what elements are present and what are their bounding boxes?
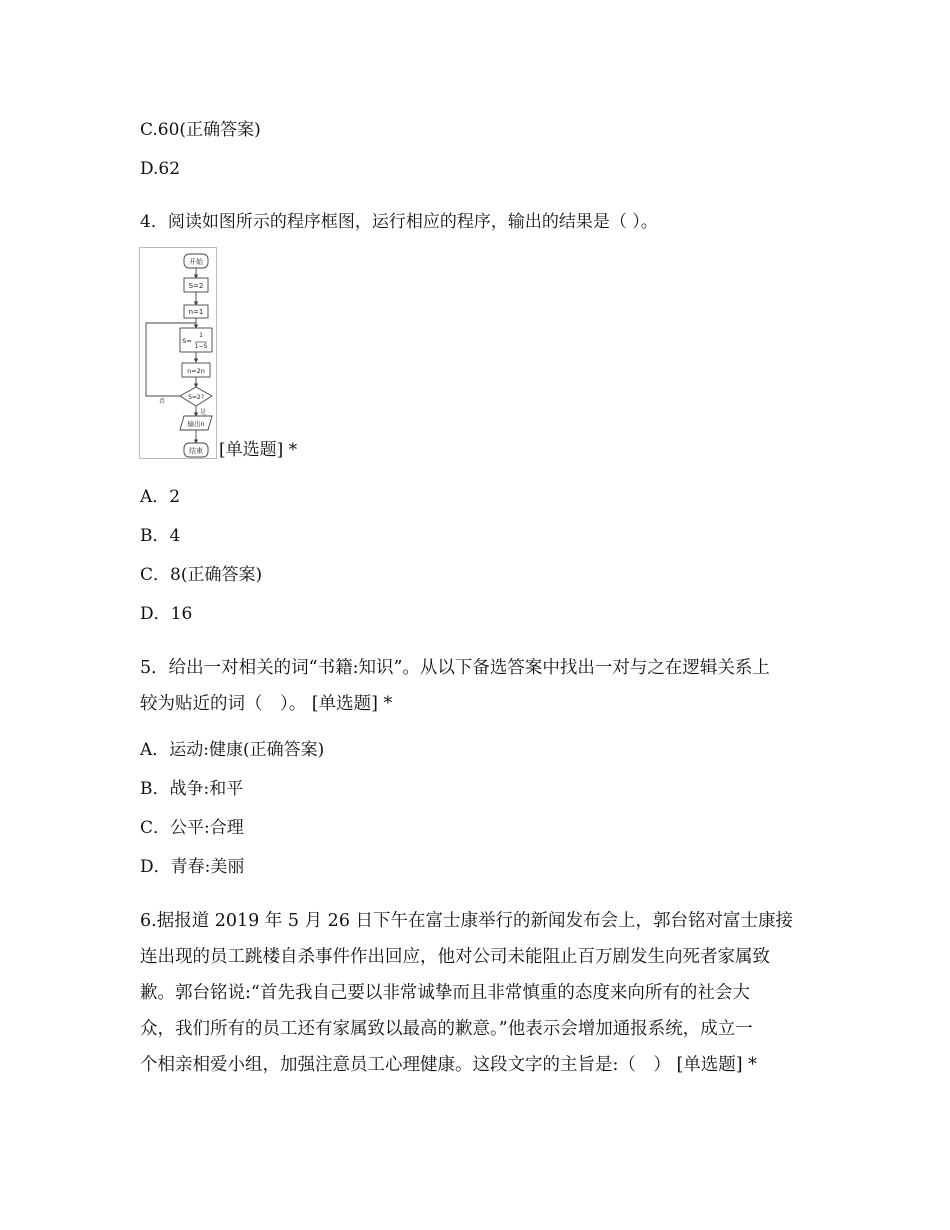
flow-s-update-num: 1	[199, 332, 203, 339]
q3-option-d: D.62	[140, 159, 181, 179]
flow-s-init-label: S=2	[188, 282, 204, 290]
flow-output-label: 输出n	[187, 420, 205, 428]
q5-stem-line: 较为贴近的词（ ）。 [单选题] *	[140, 694, 393, 714]
flowchart-svg	[140, 248, 218, 460]
q6-stem	[140, 903, 830, 1083]
q4-option-a: A．2	[140, 487, 181, 507]
q5-option-d: D．青春:美丽	[140, 857, 245, 877]
q6-stem-line: 众，我们所有的员工还有家属致以最高的歉意。”他表示会增加通报系统，成立一	[140, 1019, 753, 1039]
q4-option-b: B．4	[140, 526, 181, 546]
q6-stem-line: 个相亲相爱小组，加强注意员工心理健康。这段文字的主旨是:（ ） [单选题] *	[140, 1055, 757, 1075]
q3-option-c: C.60(正确答案)	[140, 120, 261, 140]
flow-yes-label: 是	[199, 409, 207, 416]
flow-s-update-left: S=	[182, 337, 192, 345]
q5-stem	[140, 650, 830, 722]
flow-condition-label: S=2?	[188, 394, 204, 401]
q5-option-b: B．战争:和平	[140, 779, 244, 799]
flow-n-init-label: n=1	[188, 308, 204, 316]
q6-stem-line: 连出现的员工跳楼自杀事件作出回应，他对公司未能阻止百万剧发生向死者家属致	[140, 947, 770, 967]
flow-no-label: 否	[158, 398, 166, 405]
q6-stem-line: 6.据报道 2019 年 5 月 26 日下午在富士康举行的新闻发布会上，郭台铭对富士康接	[140, 911, 794, 931]
q5-option-a: A．运动:健康(正确答案)	[140, 740, 325, 760]
q4-question-type: [单选题] *	[219, 440, 298, 460]
q4-option-d: D．16	[140, 604, 193, 624]
q5-option-c: C．公平:合理	[140, 818, 244, 838]
flowchart-figure	[139, 247, 217, 459]
q4-stem: 4．阅读如图所示的程序框图，运行相应的程序，输出的结果是（ ）。	[140, 212, 658, 232]
flow-s-update-den: 1−S	[194, 343, 208, 350]
q6-stem-line: 歉。郭台铭说:“首先我自己要以非常诚挚而且非常慎重的态度来向所有的社会大	[140, 983, 750, 1003]
q5-stem-line: 5．给出一对相关的词“书籍:知识”。从以下备选答案中找出一对与之在逻辑关系上	[140, 658, 770, 678]
flow-n-update-label: n=2n	[187, 367, 205, 375]
q4-option-c: C．8(正确答案)	[140, 565, 263, 585]
flow-start-label: 开始	[189, 258, 203, 266]
flow-end-label: 结束	[189, 447, 203, 455]
